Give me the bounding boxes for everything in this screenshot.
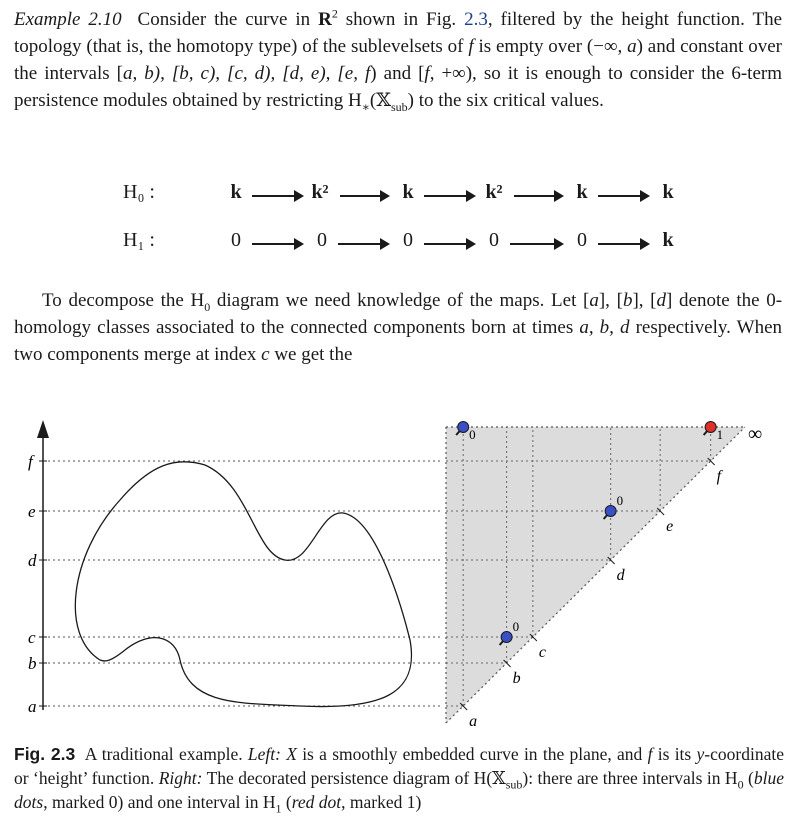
arrow (424, 243, 474, 245)
symbol: y (696, 744, 705, 764)
text: ) and [ (370, 63, 425, 84)
symbol: b (622, 290, 633, 311)
text: shown in Fig. (337, 9, 465, 30)
text: is a smoothly embedded curve in the plane, and (296, 744, 648, 764)
h1-term: 0 (403, 229, 413, 251)
text: , filtered by the height function. The topology (that is, the homotopy type) of the sublevelsets of (14, 9, 782, 57)
level-label: a (28, 697, 37, 716)
decomposition-paragraph (14, 287, 782, 368)
h1-term: 0 (577, 229, 587, 251)
text: we get the (269, 344, 353, 365)
arrow (510, 243, 562, 245)
dot-label: 0 (512, 619, 520, 634)
infinity-label: ∞ (748, 423, 763, 445)
diagonal-label: a (469, 713, 478, 730)
reals-symbol: R (318, 9, 332, 30)
text: respectively. When two components merge at index (14, 317, 783, 365)
h0-term: k (662, 181, 674, 203)
h0-term: k (230, 181, 242, 203)
diagonal-label: e (666, 518, 674, 535)
dot-label: 0 (469, 427, 476, 442)
subscript: ∗ (361, 99, 370, 114)
text: ): there are three intervals in H (522, 768, 738, 788)
text: To decompose the H (42, 290, 205, 311)
h0-diagram (0, 181, 800, 213)
text: is empty over (−∞, (473, 36, 628, 57)
example-paragraph (14, 6, 782, 114)
symbol: f (647, 744, 653, 764)
text: ) and constant over the intervals [ (14, 36, 782, 84)
h0-term: k (576, 181, 588, 203)
text: , +∞), so it is enough to consider the 6-term persistence modules obtained by restricting H (14, 63, 782, 111)
arrow (514, 195, 562, 197)
symbol: a (627, 36, 637, 57)
h1-term: 0 (231, 229, 241, 251)
symbol: a (589, 290, 599, 311)
h0-label: H₀ : (123, 181, 155, 203)
text: , marked 1) (341, 792, 422, 812)
text: ( (281, 792, 292, 812)
h0-term: k² (485, 181, 503, 203)
dot-label: 1 (716, 427, 724, 442)
subscript: sub (390, 99, 408, 114)
subscript: sub (505, 777, 523, 792)
h1-term: 0 (317, 229, 327, 251)
figure-2-3 (0, 410, 800, 750)
figure-caption (14, 742, 784, 814)
figure-link[interactable]: 2.3 (464, 9, 488, 30)
dot-marker (458, 422, 469, 433)
diagonal-label: b (512, 670, 521, 687)
h1-term: 0 (489, 229, 499, 251)
text: Consider the curve in (137, 9, 319, 30)
embedded-curve (75, 462, 411, 707)
diagonal-label: f (716, 468, 722, 485)
symbol: f (468, 36, 474, 57)
text: diagram we need knowledge of the maps. Let [ (210, 290, 590, 311)
arrow (598, 243, 648, 245)
symbol: d (656, 290, 667, 311)
dot-marker (501, 632, 512, 643)
example-label: Example 2.10 (14, 9, 122, 30)
h0-term: k (402, 181, 414, 203)
level-label: d (28, 551, 37, 570)
symbol: c (261, 344, 270, 365)
text: is its (652, 744, 697, 764)
dot-label: 0 (616, 493, 624, 508)
text: -coordinate or ‘height’ function. (14, 744, 784, 788)
text: ], [ (598, 290, 623, 311)
text: The decorated persistence diagram of H(𝕏 (202, 768, 506, 788)
arrow (424, 195, 474, 197)
subscript: 0 (204, 299, 211, 314)
text: ) to the six critical values. (407, 90, 604, 111)
diagonal-label: d (616, 567, 625, 584)
symbol: f (424, 63, 430, 84)
arrow (340, 195, 388, 197)
text: ( (743, 768, 754, 788)
symbol: X (286, 744, 297, 764)
diagonal-label: c (538, 644, 546, 661)
arrow (252, 195, 302, 197)
text: Right: (158, 768, 203, 788)
text: ], [ (632, 290, 657, 311)
h1-diagram (0, 229, 800, 261)
y-axis-arrowhead (37, 420, 49, 438)
h1-term: k (662, 229, 674, 251)
text: , marked 0) and one interval in H (43, 792, 276, 812)
text: A traditional example. (84, 744, 248, 764)
dot-marker (705, 422, 716, 433)
text: blue dots (14, 768, 784, 812)
text: Left: (247, 744, 281, 764)
symbol: a, b, d (579, 317, 630, 338)
text: (𝕏 (369, 90, 391, 111)
level-label: f (28, 452, 33, 471)
intervals: a, b), [b, c), [c, d), [d, e), [e, f (123, 63, 371, 84)
subscript: 1 (275, 801, 282, 816)
level-label: b (28, 654, 37, 673)
level-label: c (28, 628, 36, 647)
text: ] denote the 0-homology classes associated to the connected components born at times (14, 290, 783, 338)
arrow (252, 243, 302, 245)
subscript: 0 (737, 777, 744, 792)
superscript: 2 (331, 6, 338, 21)
text: red dot (291, 792, 342, 812)
dot-marker (605, 506, 616, 517)
arrow (338, 243, 388, 245)
arrow (598, 195, 648, 197)
caption-label: Fig. 2.3 (14, 744, 76, 764)
h1-label: H₁ : (123, 229, 155, 251)
h0-term: k² (311, 181, 329, 203)
level-label: e (28, 502, 36, 521)
